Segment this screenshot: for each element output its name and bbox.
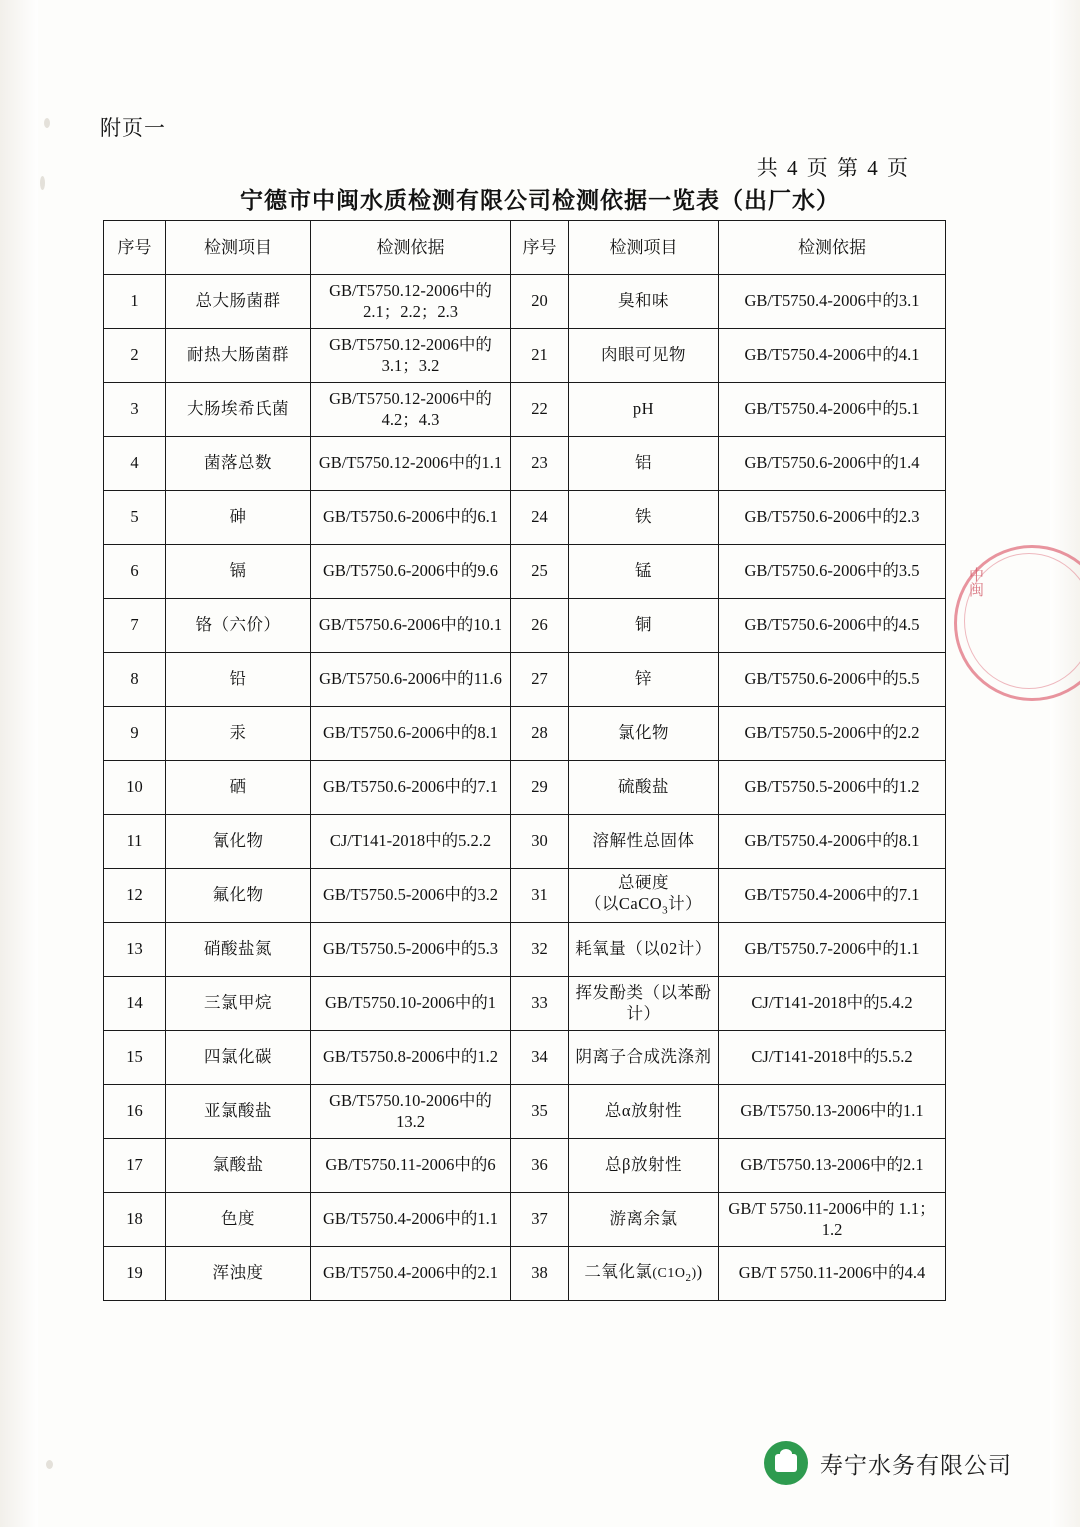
cell-no-left: 2	[104, 329, 166, 383]
table-row	[104, 437, 946, 491]
cell-no-left: 17	[104, 1139, 166, 1193]
cell-no-right: 29	[511, 761, 569, 815]
cell-basis-right: GB/T5750.5-2006中的2.2	[719, 707, 946, 761]
cell-item-right: 总硬度 （以CaCO$_3$计）	[569, 869, 719, 923]
table-row	[104, 491, 946, 545]
cell-no-left: 12	[104, 869, 166, 923]
cell-no-right: 38	[511, 1247, 569, 1301]
cell-item-left: 四氯化碳	[166, 1031, 311, 1085]
detection-basis-table	[103, 220, 946, 1301]
cell-item-right: pH	[569, 383, 719, 437]
table-row	[104, 1139, 946, 1193]
cell-basis-right: GB/T5750.6-2006中的1.4	[719, 437, 946, 491]
water-drop-logo-icon	[764, 1441, 808, 1485]
cell-item-left: 氯酸盐	[166, 1139, 311, 1193]
footer-watermark	[764, 1441, 1012, 1485]
cell-item-left: 耐热大肠菌群	[166, 329, 311, 383]
cell-item-right: 氯化物	[569, 707, 719, 761]
cell-basis-right: GB/T5750.6-2006中的5.5	[719, 653, 946, 707]
cell-item-right: 铜	[569, 599, 719, 653]
table-row	[104, 1193, 946, 1247]
cell-no-left: 3	[104, 383, 166, 437]
col-header-item-2: 检测项目	[569, 221, 719, 275]
cell-item-left: 铅	[166, 653, 311, 707]
page-count: 共 4 页 第 4 页	[756, 156, 910, 180]
scan-speck	[44, 118, 50, 128]
cell-basis-left: GB/T5750.5-2006中的5.3	[311, 923, 511, 977]
cell-basis-left: GB/T5750.6-2006中的9.6	[311, 545, 511, 599]
cell-basis-left: GB/T5750.6-2006中的7.1	[311, 761, 511, 815]
cell-no-right: 21	[511, 329, 569, 383]
cell-no-left: 15	[104, 1031, 166, 1085]
cell-item-right: 总α放射性	[569, 1085, 719, 1139]
table-row	[104, 1085, 946, 1139]
cell-item-left: 铬（六价）	[166, 599, 311, 653]
cell-basis-right: GB/T5750.7-2006中的1.1	[719, 923, 946, 977]
cell-item-right: 锰	[569, 545, 719, 599]
table-header-row	[104, 221, 946, 275]
cell-item-left: 总大肠菌群	[166, 275, 311, 329]
cell-item-right: 锌	[569, 653, 719, 707]
cell-no-left: 13	[104, 923, 166, 977]
attachment-label: 附页一	[100, 116, 166, 140]
cell-no-right: 35	[511, 1085, 569, 1139]
cell-basis-right: CJ/T141-2018中的5.5.2	[719, 1031, 946, 1085]
cell-item-left: 三氯甲烷	[166, 977, 311, 1031]
cell-basis-right: GB/T5750.4-2006中的5.1	[719, 383, 946, 437]
cell-basis-left: GB/T5750.11-2006中的6	[311, 1139, 511, 1193]
cell-item-left: 汞	[166, 707, 311, 761]
cell-item-right: 游离余氯	[569, 1193, 719, 1247]
cell-no-left: 8	[104, 653, 166, 707]
cell-no-right: 27	[511, 653, 569, 707]
cell-basis-left: GB/T5750.6-2006中的6.1	[311, 491, 511, 545]
cell-item-right: 铝	[569, 437, 719, 491]
cell-no-left: 11	[104, 815, 166, 869]
cell-basis-right: GB/T5750.13-2006中的2.1	[719, 1139, 946, 1193]
cell-no-left: 1	[104, 275, 166, 329]
table-row	[104, 1247, 946, 1301]
cell-basis-left: GB/T5750.10-2006中的 13.2	[311, 1085, 511, 1139]
cell-basis-right: GB/T5750.6-2006中的4.5	[719, 599, 946, 653]
cell-basis-left: GB/T5750.8-2006中的1.2	[311, 1031, 511, 1085]
cell-basis-right: GB/T5750.4-2006中的3.1	[719, 275, 946, 329]
cell-basis-right: GB/T5750.4-2006中的4.1	[719, 329, 946, 383]
cell-basis-left: GB/T5750.12-2006中的 3.1；3.2	[311, 329, 511, 383]
cell-item-left: 色度	[166, 1193, 311, 1247]
cell-item-right: 铁	[569, 491, 719, 545]
cell-no-left: 10	[104, 761, 166, 815]
cell-item-left: 菌落总数	[166, 437, 311, 491]
cell-no-left: 7	[104, 599, 166, 653]
cell-basis-right: GB/T5750.13-2006中的1.1	[719, 1085, 946, 1139]
cell-no-right: 30	[511, 815, 569, 869]
cell-item-right: 二氧化氯$(C1O_2)$)	[569, 1247, 719, 1301]
cell-no-right: 28	[511, 707, 569, 761]
cell-basis-left: GB/T5750.6-2006中的10.1	[311, 599, 511, 653]
cell-item-right: 溶解性总固体	[569, 815, 719, 869]
cell-basis-left: GB/T5750.5-2006中的3.2	[311, 869, 511, 923]
table-row	[104, 329, 946, 383]
cell-basis-left: CJ/T141-2018中的5.2.2	[311, 815, 511, 869]
cell-basis-left: GB/T5750.4-2006中的1.1	[311, 1193, 511, 1247]
cell-no-right: 26	[511, 599, 569, 653]
cell-no-right: 23	[511, 437, 569, 491]
cell-no-left: 9	[104, 707, 166, 761]
cell-basis-right: GB/T5750.6-2006中的2.3	[719, 491, 946, 545]
col-header-basis-2: 检测依据	[719, 221, 946, 275]
cell-no-right: 33	[511, 977, 569, 1031]
scan-edge-right	[1050, 0, 1080, 1527]
col-header-no-2: 序号	[511, 221, 569, 275]
cell-basis-right: GB/T5750.4-2006中的7.1	[719, 869, 946, 923]
footer-account-name: 寿宁水务有限公司	[820, 1452, 1012, 1478]
cell-item-left: 大肠埃希氏菌	[166, 383, 311, 437]
cell-no-left: 19	[104, 1247, 166, 1301]
cell-item-right: 阴离子合成洗涤剂	[569, 1031, 719, 1085]
cell-no-left: 14	[104, 977, 166, 1031]
cell-item-left: 浑浊度	[166, 1247, 311, 1301]
scan-speck	[46, 1460, 53, 1469]
table-row	[104, 383, 946, 437]
cell-no-right: 31	[511, 869, 569, 923]
col-header-basis-1: 检测依据	[311, 221, 511, 275]
cell-item-right: 硫酸盐	[569, 761, 719, 815]
table-row	[104, 545, 946, 599]
seal-text: 中闽	[967, 567, 983, 597]
table-row	[104, 815, 946, 869]
cell-item-left: 镉	[166, 545, 311, 599]
cell-item-right: 总β放射性	[569, 1139, 719, 1193]
cell-basis-right: GB/T 5750.11-2006中的 1.1；1.2	[719, 1193, 946, 1247]
table-row	[104, 599, 946, 653]
cell-item-right: 肉眼可见物	[569, 329, 719, 383]
cell-no-right: 37	[511, 1193, 569, 1247]
cell-no-left: 18	[104, 1193, 166, 1247]
cell-no-right: 32	[511, 923, 569, 977]
cell-basis-left: GB/T5750.10-2006中的1	[311, 977, 511, 1031]
cell-item-left: 砷	[166, 491, 311, 545]
cell-item-left: 硒	[166, 761, 311, 815]
table-row	[104, 653, 946, 707]
cell-no-right: 22	[511, 383, 569, 437]
cell-basis-left: GB/T5750.4-2006中的2.1	[311, 1247, 511, 1301]
cell-item-left: 氟化物	[166, 869, 311, 923]
cell-basis-left: GB/T5750.6-2006中的8.1	[311, 707, 511, 761]
cell-no-left: 4	[104, 437, 166, 491]
cell-no-right: 36	[511, 1139, 569, 1193]
cell-no-left: 5	[104, 491, 166, 545]
cell-basis-left: GB/T5750.12-2006中的1.1	[311, 437, 511, 491]
cell-basis-right: CJ/T141-2018中的5.4.2	[719, 977, 946, 1031]
page-title: 宁德市中闽水质检测有限公司检测依据一览表（出厂水）	[240, 188, 840, 213]
cell-no-right: 25	[511, 545, 569, 599]
cell-no-right: 20	[511, 275, 569, 329]
table-row	[104, 1031, 946, 1085]
scan-edge-left	[0, 0, 38, 1527]
cell-no-left: 6	[104, 545, 166, 599]
table-row	[104, 707, 946, 761]
cell-item-right: 挥发酚类（以苯酚 计）	[569, 977, 719, 1031]
cell-item-right: 臭和味	[569, 275, 719, 329]
cell-no-right: 24	[511, 491, 569, 545]
cell-basis-left: GB/T5750.12-2006中的 4.2；4.3	[311, 383, 511, 437]
cell-basis-right: GB/T5750.6-2006中的3.5	[719, 545, 946, 599]
cell-no-left: 16	[104, 1085, 166, 1139]
col-header-no-1: 序号	[104, 221, 166, 275]
table-body	[104, 275, 946, 1301]
table-row	[104, 869, 946, 923]
cell-no-right: 34	[511, 1031, 569, 1085]
table-row	[104, 977, 946, 1031]
cell-item-right: 耗氧量（以02计）	[569, 923, 719, 977]
cell-item-left: 氰化物	[166, 815, 311, 869]
cell-basis-right: GB/T5750.4-2006中的8.1	[719, 815, 946, 869]
cell-basis-right: GB/T5750.5-2006中的1.2	[719, 761, 946, 815]
table-row	[104, 275, 946, 329]
cell-basis-left: GB/T5750.12-2006中的 2.1；2.2；2.3	[311, 275, 511, 329]
cell-item-left: 亚氯酸盐	[166, 1085, 311, 1139]
cell-basis-right: GB/T 5750.11-2006中的4.4	[719, 1247, 946, 1301]
col-header-item-1: 检测项目	[166, 221, 311, 275]
cell-basis-left: GB/T5750.6-2006中的11.6	[311, 653, 511, 707]
table-row	[104, 761, 946, 815]
cell-item-left: 硝酸盐氮	[166, 923, 311, 977]
table-row	[104, 923, 946, 977]
